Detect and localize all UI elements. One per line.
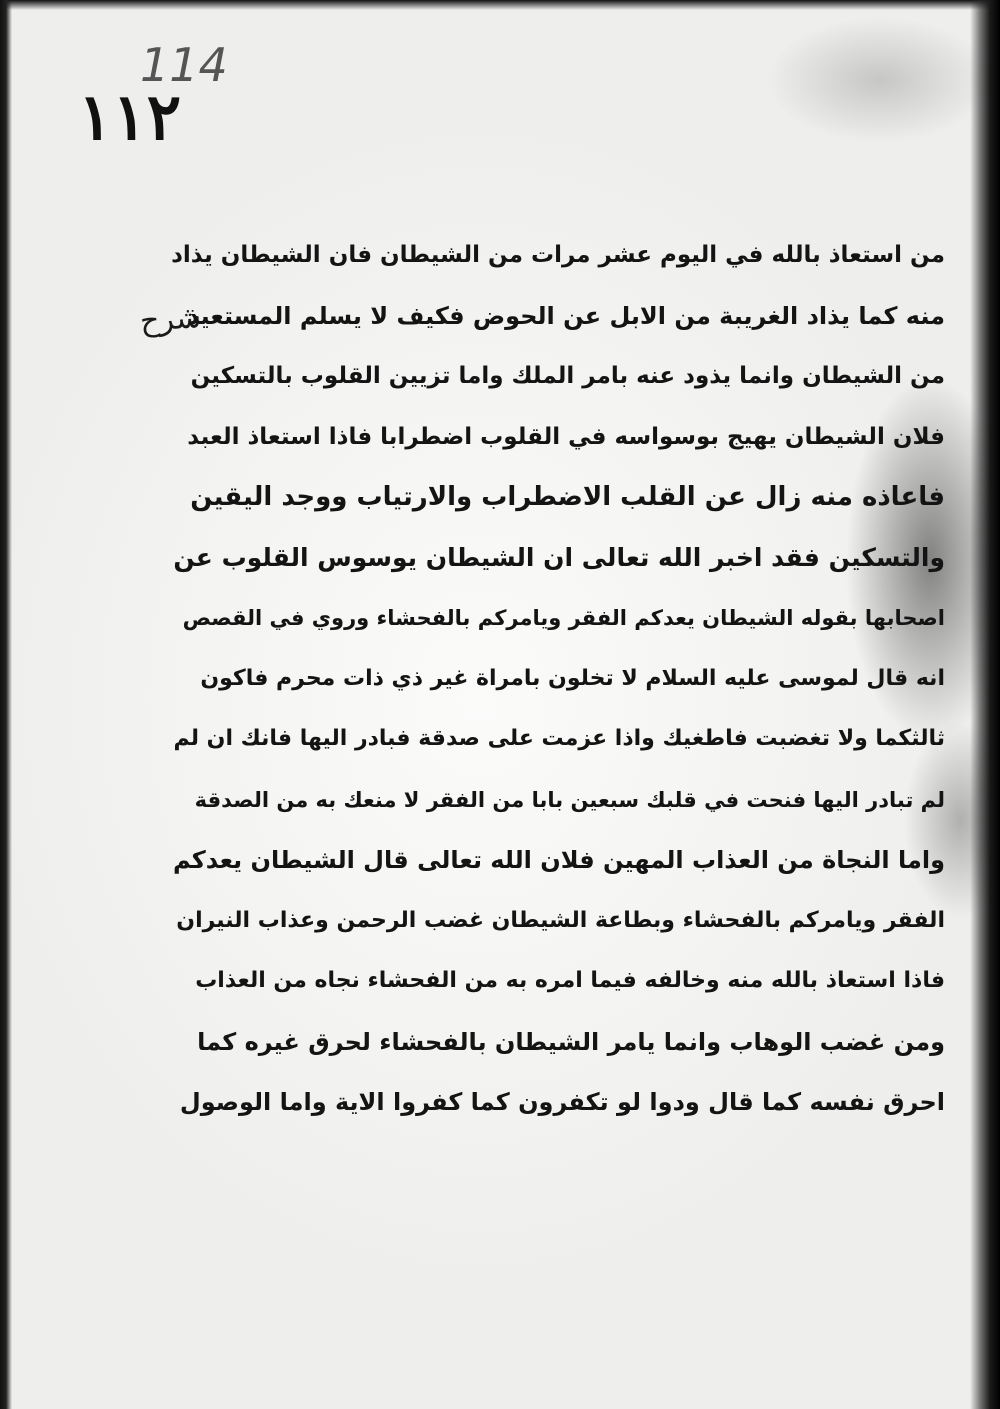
page-shadow-left	[0, 0, 12, 1409]
text-line: من استعاذ بالله في اليوم عشر مرات من الشيطان فان الشيطان يذاد	[171, 242, 945, 268]
text-line: واما النجاة من العذاب المهين فلان الله تعالى قال الشيطان يعدكم	[172, 846, 945, 874]
folio-number-pencil: 114	[140, 38, 228, 92]
page-shadow-top	[0, 0, 1000, 10]
text-line: فلان الشيطان يهيج بوسواسه في القلوب اضطرابا فاذا استعاذ العبد	[187, 423, 945, 450]
text-line: ثالثكما ولا تغضبت فاطغيك واذا عزمت على صدقة فبادر اليها فانك ان لم	[173, 726, 945, 751]
text-line: والتسكين فقد اخبر الله تعالى ان الشيطان يوسوس القلوب عن	[173, 542, 945, 572]
text-line: الفقر ويامركم بالفحشاء وبطاعة الشيطان غضب الرحمن وعذاب النيران	[176, 907, 945, 933]
text-line: من الشيطان وانما يذود عنه بامر الملك واما تزيين القلوب بالتسكين	[190, 363, 945, 389]
text-line: ومن غضب الوهاب وانما يامر الشيطان بالفحشاء لحرق غيره كما	[197, 1027, 945, 1056]
text-line: لم تبادر اليها فنحت في قلبك سبعين بابا من الفقر لا منعك به من الصدقة	[194, 787, 945, 812]
text-line: احرق نفسه كما قال ودوا لو تكفرون كما كفروا الاية واما الوصول	[179, 1088, 945, 1116]
text-line: انه قال لموسى عليه السلام لا تخلون بامراة غير ذي ذات محرم فاكون	[200, 665, 945, 691]
folio-number-ink: ١١٢	[78, 80, 182, 155]
page-shadow-right	[970, 0, 1000, 1409]
margin-note: شرح	[138, 299, 203, 340]
manuscript-text	[170, 225, 945, 1133]
text-line: فاعاذه منه زال عن القلب الاضطراب والارتياب ووجد اليقين	[190, 482, 945, 512]
text-line: اصحابها بقوله الشيطان يعدكم الفقر ويامركم بالفحشاء وروي في القصص	[182, 606, 945, 630]
text-line: فاذا استعاذ بالله منه وخالفه فيما امره به من الفحشاء نجاه من العذاب	[195, 968, 945, 993]
text-line: منه كما يذاد الغريبة من الابل عن الحوض فكيف لا يسلم المستعيذ	[186, 301, 945, 330]
